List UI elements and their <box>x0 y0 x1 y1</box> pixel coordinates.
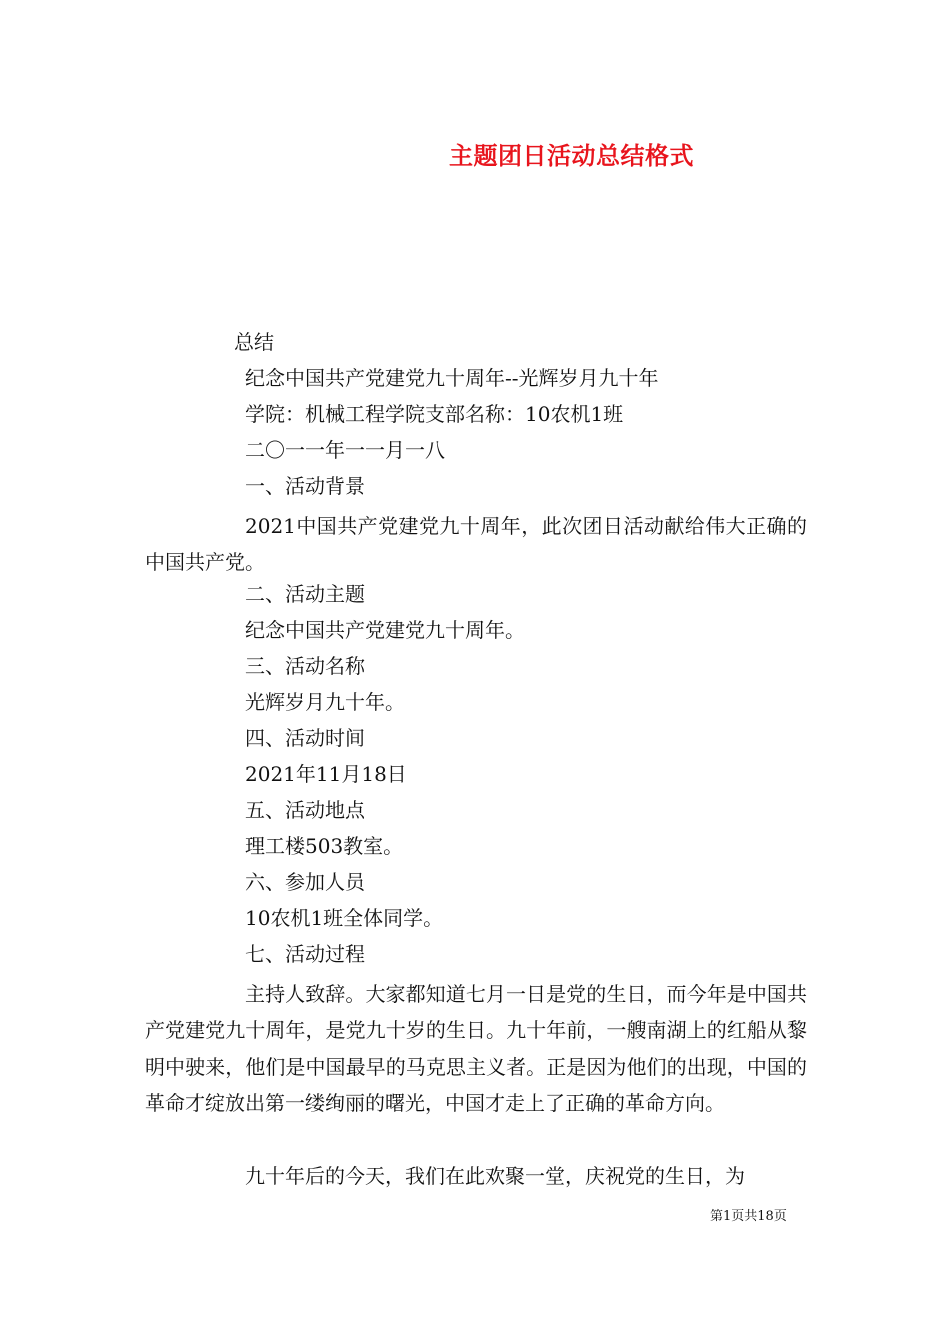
college-line: 学院：机械工程学院支部名称：10农机1班 <box>245 402 624 426</box>
background-paragraph: 2021中国共产党建党九十周年，此次团日活动献给伟大正确的中国共产党。 <box>145 514 807 575</box>
section-heading-process: 七、活动过程 <box>245 942 365 966</box>
page-footer: 第1页共18页 <box>710 1209 787 1224</box>
section-heading-summary: 总结 <box>234 330 274 354</box>
document-title: 主题团日活动总结格式 <box>449 141 694 170</box>
section-heading-theme: 二、活动主题 <box>245 582 365 606</box>
participants-text: 10农机1班全体同学。 <box>245 906 444 930</box>
time-text: 2021年11月18日 <box>245 762 407 786</box>
section-heading-background: 一、活动背景 <box>245 474 365 498</box>
section-heading-name: 三、活动名称 <box>245 654 365 678</box>
section-heading-place: 五、活动地点 <box>245 798 365 822</box>
process-paragraph: 主持人致辞。大家都知道七月一日是党的生日，而今年是中国共产党建党九十周年，是党九十岁的生日。九十年前，一艘南湖上的红船从黎明中驶来，他们是中国最早的马克思主义者。正是因为他们的出现，中国的革命才绽放出第一缕绚丽的曙光，中国才走上了正确的革命方向。 <box>145 982 807 1116</box>
place-text: 理工楼503教室。 <box>245 834 404 858</box>
theme-text: 纪念中国共产党建党九十周年。 <box>245 618 525 642</box>
date-line: 二〇一一年一一月一八 <box>245 438 445 462</box>
continuation-paragraph: 九十年后的今天，我们在此欢聚一堂，庆祝党的生日，为 <box>245 1164 745 1188</box>
subtitle-line: 纪念中国共产党建党九十周年--光辉岁月九十年 <box>245 366 659 390</box>
name-text: 光辉岁月九十年。 <box>245 690 405 714</box>
section-heading-time: 四、活动时间 <box>245 726 365 750</box>
section-heading-participants: 六、参加人员 <box>245 870 365 894</box>
